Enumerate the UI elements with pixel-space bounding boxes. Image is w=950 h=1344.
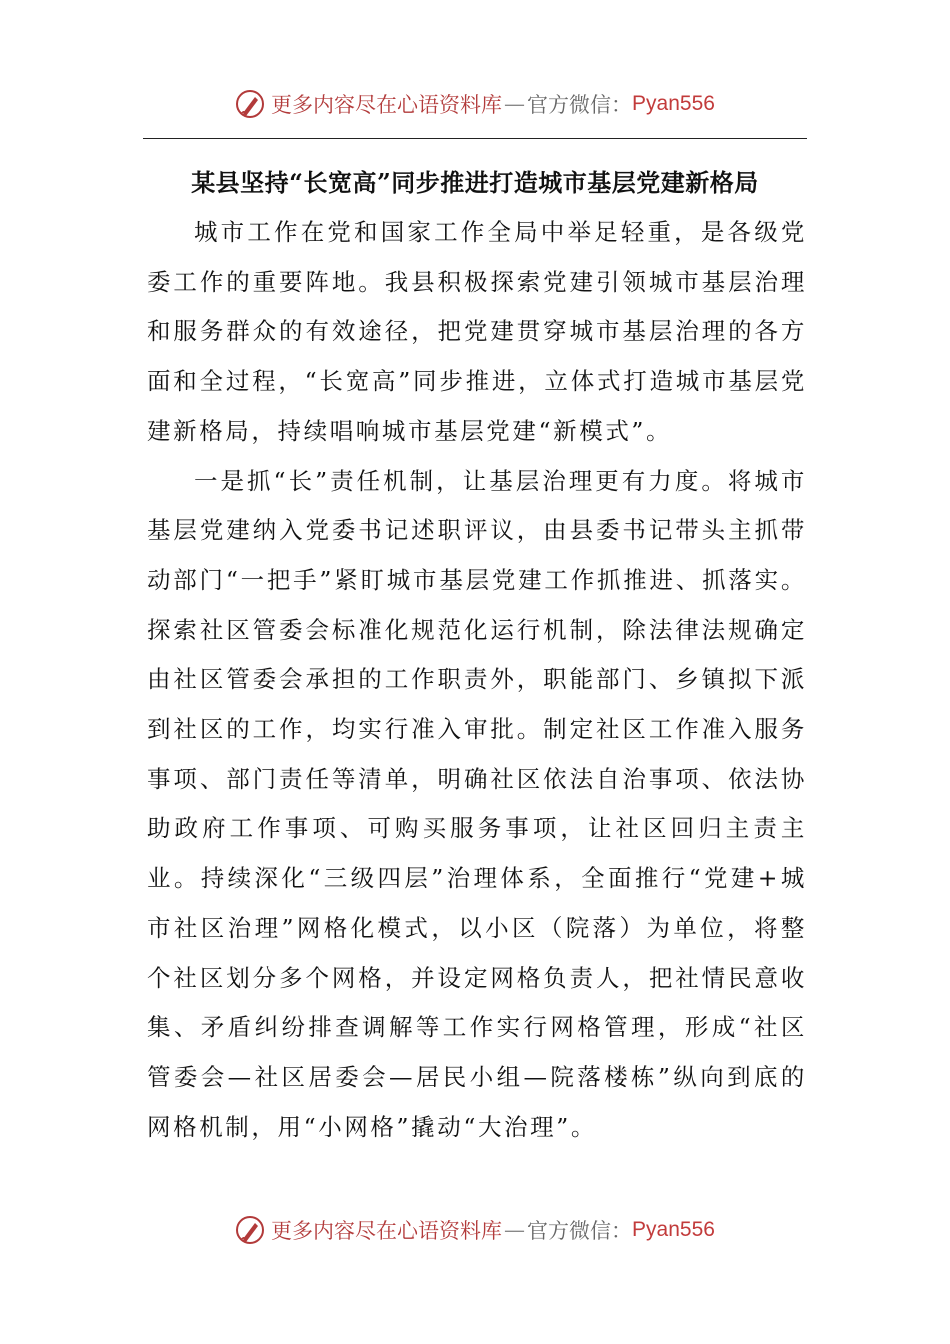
banner-wechat-id: Pyan556 (632, 1218, 715, 1241)
banner-wechat-label: 官方微信： (527, 1219, 633, 1243)
document-title: 某县坚持“长宽高”同步推进打造城市基层党建新格局 (191, 168, 759, 197)
banner-dash: — (504, 92, 526, 116)
document-body (147, 208, 807, 1152)
body-paragraph: 一是抓“长”责任机制，让基层治理更有力度。将城市基层党建纳入党委书记述职评议，由县委书记带头主抓带动部门“一把手”紧盯城市基层党建工作抓推进、抓落实。探索社区管委会标准化规范化运行机制，除法律法规确定由社区管委会承担的工作职责外，职能部门、乡镇拟下派到社区的工作，均实行准入审批。制定社区工作准入服务事项、部门责任等清单，明确社区依法自治事项、依法协助政府工作事项、可购买服务事项，让社区回归主责主业。持续深化“三级四层”治理体系，全面推行“党建+城市社区治理”网格化模式，以小区（院落）为单位，将整个社区划分多个网格，并设定网格负责人，把社情民意收集、矛盾纠纷排查调解等工作实行网格管理，形成“社区管委会—社区居委会—居民小组—院落楼栋”纵向到底的网格机制，用“小网格”撬动“大治理”。 (147, 466, 807, 1141)
banner-wechat-id: Pyan556 (632, 92, 715, 115)
banner-text: 更多内容尽在心语资料库 (271, 93, 503, 117)
banner-wechat-label: 官方微信： (527, 93, 633, 117)
pen-nib-icon (235, 89, 265, 119)
footer-watermark-banner (0, 1210, 950, 1250)
body-paragraph: 城市工作在党和国家工作全局中举足轻重，是各级党委工作的重要阵地。我县积极探索党建引领城市基层治理和服务群众的有效途径，把党建贯穿城市基层治理的各方面和全过程，“长宽高”同步推进，立体式打造城市基层党建新格局，持续唱响城市基层党建“新模式”。 (147, 218, 807, 445)
header-rule (143, 138, 807, 139)
banner-dash: — (504, 1218, 526, 1242)
header-watermark-banner (0, 84, 950, 124)
pen-nib-icon (235, 1215, 265, 1245)
banner-text: 更多内容尽在心语资料库 (271, 1219, 503, 1243)
